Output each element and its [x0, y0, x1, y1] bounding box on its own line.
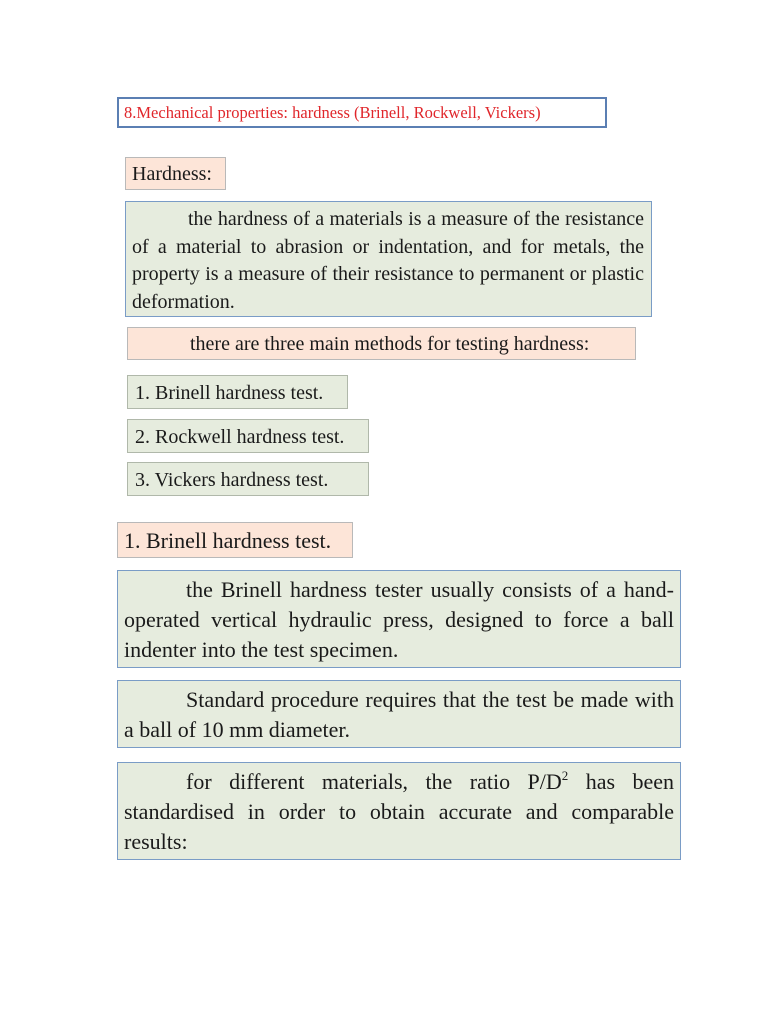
method-item-brinell: 1. Brinell hardness test.: [127, 375, 348, 409]
ratio-text-before: for different materials, the ratio P/D: [186, 769, 562, 794]
brinell-procedure-text: Standard procedure requires that the test be made with a ball of 10 mm diameter.: [124, 687, 674, 742]
ratio-superscript: 2: [561, 768, 569, 783]
method-item-rockwell: 2. Rockwell hardness test.: [127, 419, 369, 453]
methods-intro: there are three main methods for testing hardness:: [127, 327, 636, 360]
brinell-procedure-paragraph: [117, 680, 681, 748]
hardness-definition-text: the hardness of a materials is a measure of the resistance of a material to abrasion or indentation, and for metals, the property is a measure of their resistance to permanent or plastic deformation.: [132, 208, 644, 313]
method-item-vickers: 3. Vickers hardness test.: [127, 462, 369, 496]
hardness-label: Hardness:: [125, 157, 226, 190]
brinell-tester-text: the Brinell hardness tester usually consists of a hand-operated vertical hydraulic press, designed to force a ball indenter into the test specimen.: [124, 577, 674, 662]
page-title: 8.Mechanical properties: hardness (Brinell, Rockwell, Vickers): [117, 97, 607, 128]
brinell-heading: 1. Brinell hardness test.: [117, 522, 353, 558]
brinell-tester-paragraph: [117, 570, 681, 668]
ratio-text-after: has been standardised in order to obtain accurate and comparable results:: [124, 769, 675, 854]
hardness-definition: [125, 201, 652, 317]
brinell-ratio-paragraph: [117, 762, 681, 860]
